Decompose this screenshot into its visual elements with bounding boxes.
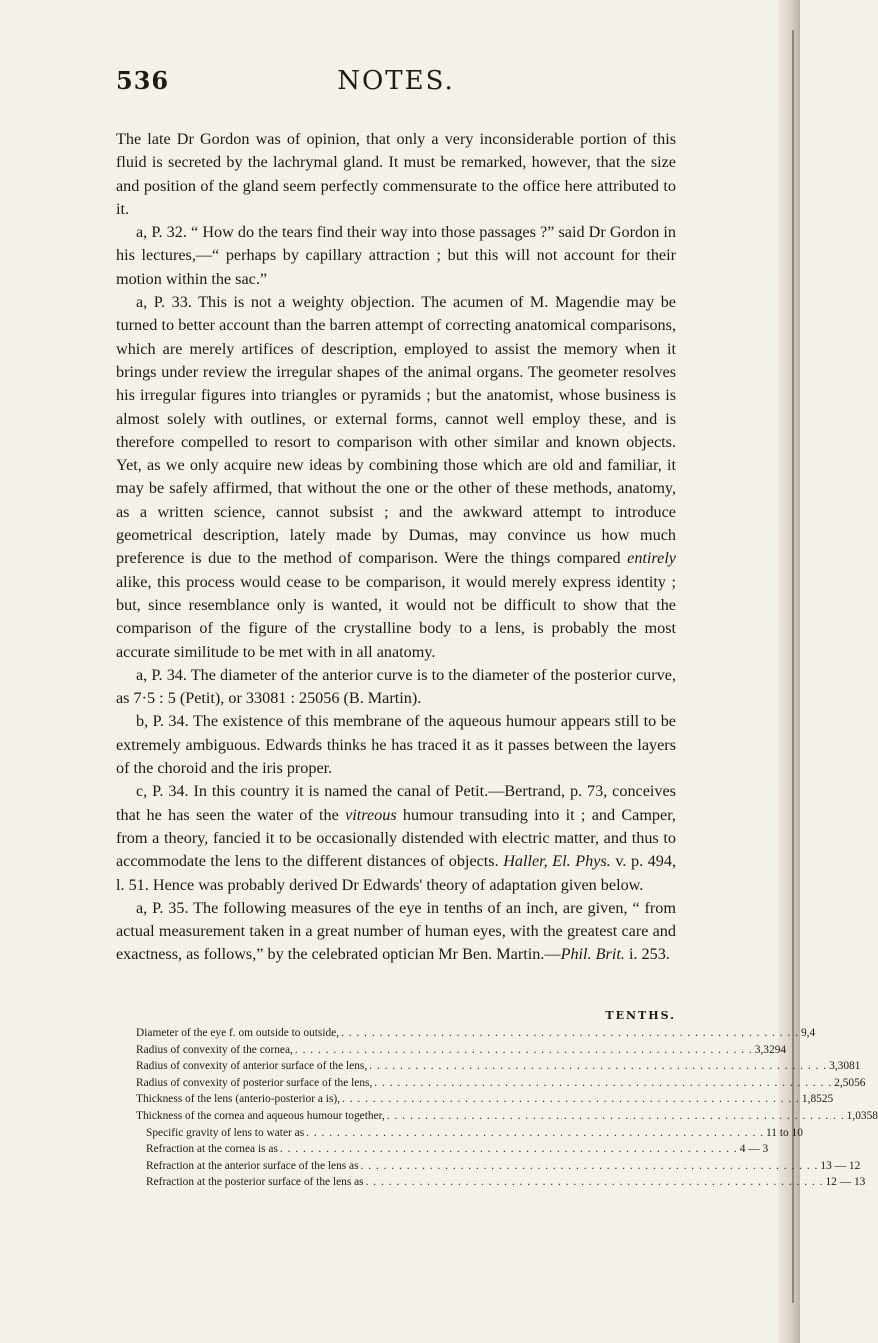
measurement-value: 12 — 13 [825, 1176, 866, 1189]
table-row [136, 1091, 834, 1108]
note-text: The diameter of the anterior curve is to the diameter of the posterior curve, as 7·5 : 5 (Petit), or 33081 : 25056 (B. Martin). [116, 665, 676, 708]
note-text: The late Dr Gordon was of opinion, that only a very inconsiderable portion of this fluid is secreted by the lachrymal gland. It must be remarked, however, that the size and position of the gland seem perfectly commensurate to the office here attributed to it. [116, 130, 676, 218]
table-row [136, 1141, 769, 1158]
measurement-value: 1,8525 [801, 1093, 834, 1106]
measurement-label: Refraction at the cornea is as [146, 1143, 278, 1156]
table-row [136, 1108, 878, 1125]
page-edge-shadow [778, 0, 800, 1343]
dot-leader: . . . . . . . . . . . . . . . . . . . . . . . . . . . . . . . . . . . . . . . . . . . . . . . . . . . . . . . . . . . . [342, 1093, 800, 1106]
note-paragraph [116, 291, 676, 664]
note-paragraph [116, 897, 676, 967]
measurement-label: Thickness of the cornea and aqueous humour together, [136, 1109, 385, 1122]
note-reference: a, P. 34. [136, 665, 187, 684]
measurement-label: Refraction at the anterior surface of the lens as [146, 1159, 359, 1172]
measurement-value: 4 — 3 [739, 1143, 769, 1156]
measurement-value: 3,3081 [829, 1060, 861, 1073]
measurement-label: Radius of convexity of anterior surface of the lens, [136, 1060, 368, 1073]
table-row [136, 1025, 816, 1042]
dot-leader: . . . . . . . . . . . . . . . . . . . . . . . . . . . . . . . . . . . . . . . . . . . . . . . . . . . . . . . . . . . . [386, 1109, 845, 1122]
measurement-label: Diameter of the eye f. om outside to outside, [136, 1027, 340, 1039]
measurement-label: Specific gravity of lens to water as [146, 1126, 305, 1139]
note-paragraph [116, 128, 676, 221]
measurement-label: Radius of convexity of posterior surface of the lens, [136, 1076, 373, 1089]
eye-measurements-table [136, 1025, 878, 1191]
dot-leader: . . . . . . . . . . . . . . . . . . . . . . . . . . . . . . . . . . . . . . . . . . . . . . . . . . . . . . . . . . . . [294, 1043, 753, 1056]
dot-leader: . . . . . . . . . . . . . . . . . . . . . . . . . . . . . . . . . . . . . . . . . . . . . . . . . . . . . . . . . . . . [369, 1060, 828, 1073]
note-text: The existence of this membrane of the aqueous humour appears still to be extremely ambiguous. Edwards thinks he has traced it as it passes between the layers of the choroid and the iris proper. [116, 712, 676, 778]
dot-leader: . . . . . . . . . . . . . . . . . . . . . . . . . . . . . . . . . . . . . . . . . . . . . . . . . . . . . . . . . . . . [360, 1159, 819, 1172]
measurement-value: 13 — 12 [820, 1159, 861, 1172]
table-row [136, 1174, 866, 1191]
table-row [136, 1042, 787, 1059]
note-reference: a, P. 33. [136, 293, 192, 312]
measurement-value: 9,4 [800, 1027, 816, 1039]
measurement-label: Radius of convexity of the cornea, [136, 1043, 293, 1056]
page-header [116, 66, 676, 106]
measurement-value: 3,3294 [754, 1043, 787, 1056]
dot-leader: . . . . . . . . . . . . . . . . . . . . . . . . . . . . . . . . . . . . . . . . . . . . . . . . . . . . . . . . . . . . [341, 1027, 799, 1039]
measurement-value: 1,0358 [846, 1109, 878, 1122]
note-paragraph [116, 221, 676, 291]
note-reference: a, P. 35. [136, 898, 189, 917]
dot-leader: . . . . . . . . . . . . . . . . . . . . . . . . . . . . . . . . . . . . . . . . . . . . . . . . . . . . . . . . . . . . [374, 1076, 833, 1089]
note-reference: a, P. 32. [136, 223, 187, 242]
note-paragraph [116, 664, 676, 711]
measurement-value: 2,5056 [834, 1076, 866, 1089]
table-unit-heading: TENTHS. [605, 1009, 676, 1022]
note-reference: b, P. 34. [136, 712, 189, 731]
table-row [136, 1125, 803, 1142]
note-text: The following measures of the eye in tenths of an inch, are given, “ from actual measurement taken in a great number of human eyes, with the greatest care and exactness, as follows,” by the celebrated optician Mr Ben. Martin.—Phil. Brit. i. 253. [116, 898, 676, 964]
note-text: “ How do the tears find their way into those passages ?” said Dr Gordon in his lectures,—“ perhaps by capillary attraction ; but this will not account for their motion within the sac.” [116, 223, 676, 288]
dot-leader: . . . . . . . . . . . . . . . . . . . . . . . . . . . . . . . . . . . . . . . . . . . . . . . . . . . . . . . . . . . . [365, 1176, 824, 1189]
measurement-label: Thickness of the lens (anterio-posterior a is), [136, 1093, 341, 1106]
notes-body [116, 128, 676, 967]
note-paragraph [116, 780, 676, 896]
page-number: 536 [116, 66, 170, 95]
measurement-label: Refraction at the posterior surface of the lens as [146, 1176, 364, 1189]
note-text: In this country it is named the canal of Petit.—Bertrand, p. 73, conceives that he has seen the water of the vitreous humour transuding into it ; and Camper, from a theory, fancied it to be occasionally distended with electric matter, and thus to accommodate the lens to the different distances of objects. Haller, El. Phys. v. p. 494, l. 51. Hence was probably derived Dr Edwards' theory of adaptation given below. [116, 782, 676, 894]
table-row [136, 1058, 861, 1075]
table-row [136, 1158, 861, 1175]
dot-leader: . . . . . . . . . . . . . . . . . . . . . . . . . . . . . . . . . . . . . . . . . . . . . . . . . . . . . . . . . . . . [279, 1143, 738, 1156]
running-head: NOTES. [337, 66, 455, 96]
measurement-value: 11 to 10 [766, 1126, 803, 1139]
note-paragraph [116, 710, 676, 780]
table-row [136, 1075, 866, 1092]
dot-leader: . . . . . . . . . . . . . . . . . . . . . . . . . . . . . . . . . . . . . . . . . . . . . . . . . . . . . . . . . . . . [306, 1126, 765, 1139]
note-text: This is not a weighty objection. The acumen of M. Magendie may be turned to better account than the barren attempt of correcting anatomical comparisons, which are merely artifices of description, employed to assist the memory when it brings under review the irregular shapes of the animal organs. The geometer resolves his irregular figures into triangles or pyramids ; but the anatomist, whose business is almost solely with outlines, or external forms, cannot well employ these, and is therefore compelled to resort to comparison with other similar and known objects. Yet, as we only acquire new ideas by combining those which are old and familiar, it may be safely affirmed, that without the one or the other of these methods, anatomy, as a written science, cannot subsist ; and the awkward attempt to introduce geometrical description, lately made by Dumas, may convince us how much preference is due to the method of comparison. Were the things compared entirely alike, this process would cease to be comparison, it would merely express identity ; but, since resemblance only is wanted, it would not be difficult to show that the comparison of the figure of the crystalline body to a lens, is probably the most accurate similitude to be met with in all anatomy. [116, 293, 676, 661]
note-reference: c, P. 34. [136, 782, 189, 801]
